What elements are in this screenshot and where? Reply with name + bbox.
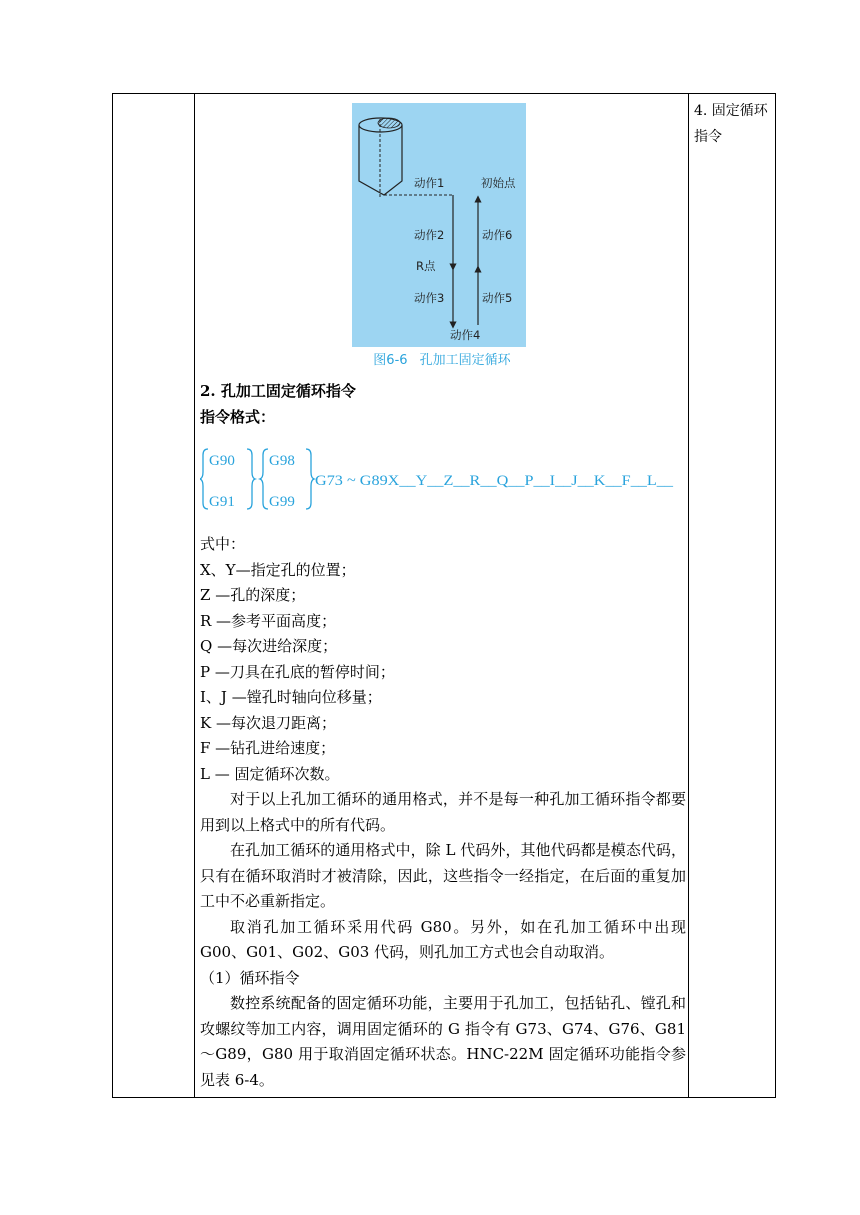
command-format bbox=[200, 444, 684, 514]
drill-hatch bbox=[378, 118, 400, 128]
param-line: K —每次退刀距离； bbox=[200, 713, 336, 732]
paragraph-cycle-commands: 数控系统配备的固定循环功能，主要用于孔加工，包括钻孔、镗孔和攻螺纹等加工内容，调用固定循环的 G 指令有 G73、G74、G76、G81～G89，G80 用于取消固定循环状态。HNC-22M 固定循环功能指令参见表 6-4。 bbox=[200, 994, 686, 1089]
label-action3: 动作3 bbox=[414, 291, 445, 305]
label-action1: 动作1 bbox=[414, 176, 445, 190]
brace-left-2 bbox=[260, 449, 268, 509]
paragraph-cancel-cycle: 取消孔加工循环采用代码 G80。另外，如在孔加工循环中出现 G00、G01、G02、G03 代码，则孔加工方式也会自动取消。 bbox=[200, 917, 686, 961]
column-divider-left bbox=[194, 93, 195, 1098]
param-line: Z —孔的深度； bbox=[200, 586, 306, 604]
figure-caption-number: 图6-6 bbox=[373, 353, 408, 368]
option-g90: G90 bbox=[209, 453, 235, 469]
label-action6: 动作6 bbox=[482, 228, 513, 242]
paragraph-general-format: 对于以上孔加工循环的通用格式，并不是每一种孔加工循环指令都要用到以上格式中的所有代码。 bbox=[200, 790, 686, 834]
format-heading: 指令格式： bbox=[200, 408, 276, 426]
param-line: L — 固定循环次数。 bbox=[200, 764, 340, 783]
option-g99: G99 bbox=[269, 494, 295, 510]
brace-right-2 bbox=[306, 449, 314, 509]
param-line: X、Y—指定孔的位置； bbox=[200, 560, 356, 579]
intro-line: 式中： bbox=[200, 535, 246, 553]
label-action5: 动作5 bbox=[482, 291, 513, 305]
section-label-cell: 4. 固定循环指令 bbox=[694, 103, 768, 145]
section-heading: 2. 孔加工固定循环指令 bbox=[200, 382, 356, 400]
paragraph-modal-codes: 在孔加工循环的通用格式中，除 L 代码外，其他代码都是模态代码，只有在循环取消时才被清除，因此，这些指令一经指定，在后面的重复加工中不必重新指定。 bbox=[200, 841, 686, 910]
label-action2: 动作2 bbox=[414, 228, 445, 242]
param-line: Q —每次进给深度； bbox=[200, 637, 338, 655]
param-line: R —参考平面高度； bbox=[200, 611, 337, 630]
figure-caption-title: 孔加工固定循环 bbox=[419, 353, 511, 368]
param-line: P —刀具在孔底的暂停时间； bbox=[200, 662, 395, 681]
command-text: G73 ~ G89X__Y__Z__R__Q__P__I__J__K__F__L__ bbox=[315, 473, 674, 489]
brace-right-1 bbox=[247, 449, 255, 509]
label-start-point: 初始点 bbox=[481, 176, 516, 190]
drilling-cycle-figure bbox=[352, 103, 526, 347]
option-g91: G91 bbox=[209, 494, 235, 510]
body-text bbox=[200, 532, 686, 1093]
drilling-cycle-diagram bbox=[352, 103, 526, 347]
column-divider-right bbox=[688, 93, 689, 1098]
figure-caption bbox=[200, 349, 684, 368]
label-r-point: R点 bbox=[416, 259, 436, 273]
option-g98: G98 bbox=[269, 453, 295, 469]
param-line: F —钻孔进给速度； bbox=[200, 739, 336, 757]
command-format-graphic bbox=[200, 444, 684, 514]
brace-left-1 bbox=[200, 449, 208, 509]
param-line: I、J —镗孔时轴向位移量； bbox=[200, 688, 382, 706]
subsection-heading: （1）循环指令 bbox=[200, 968, 300, 987]
label-action4: 动作4 bbox=[450, 328, 481, 342]
